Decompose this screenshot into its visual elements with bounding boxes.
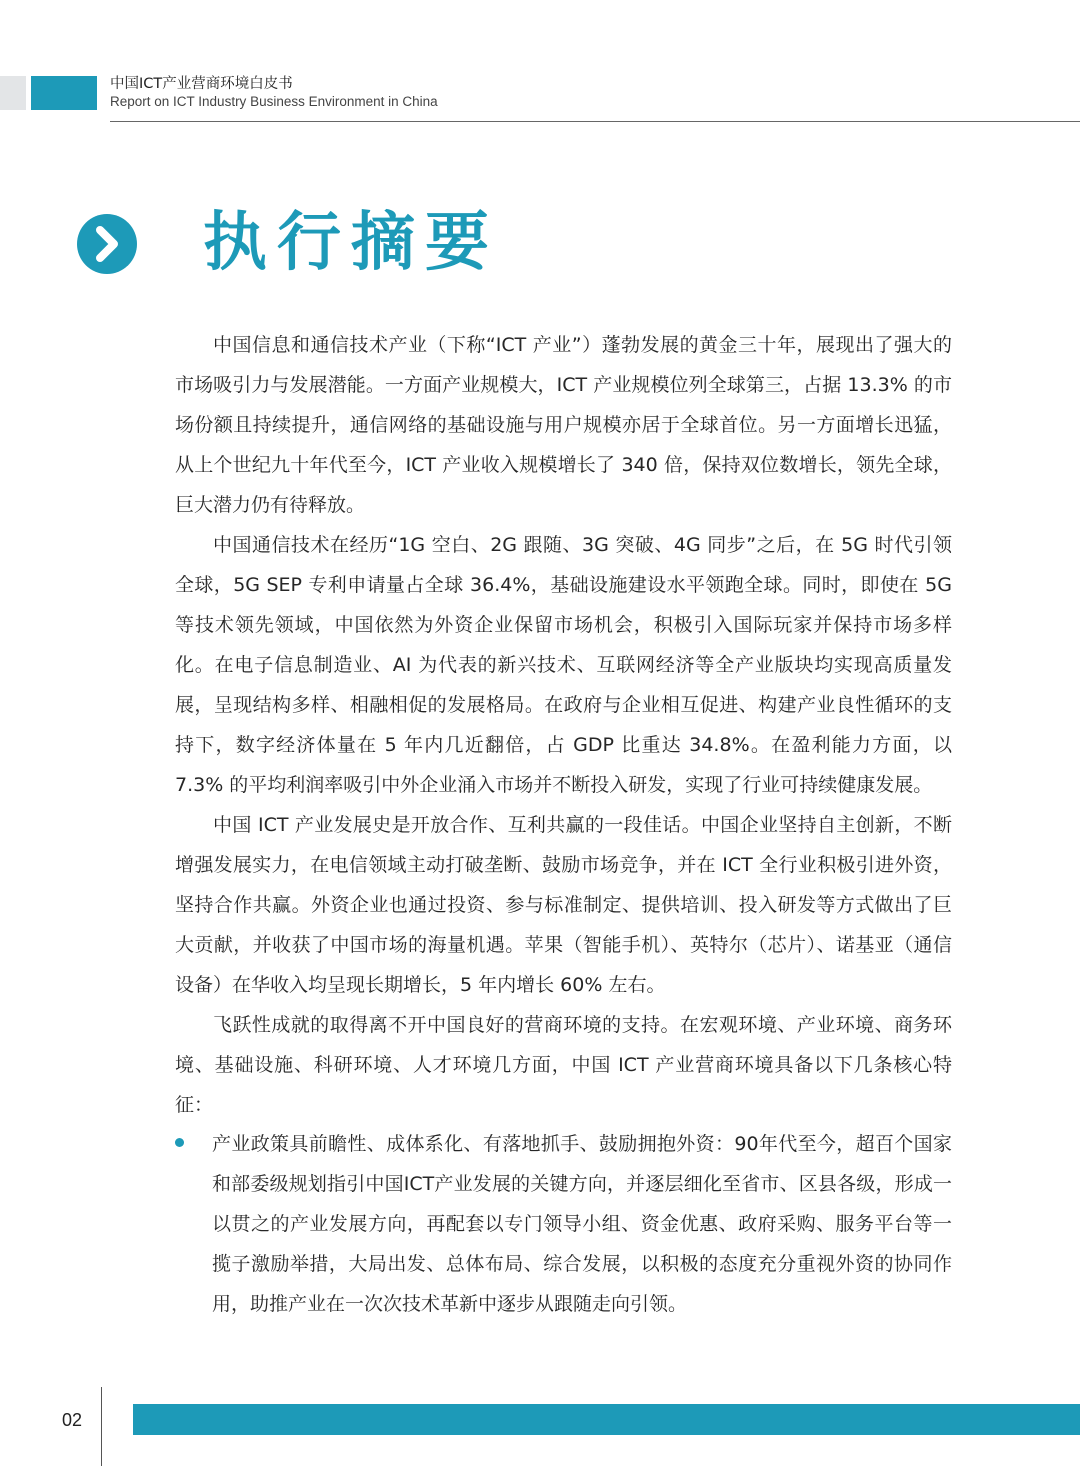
footer-accent-bar — [133, 1404, 1080, 1435]
paragraph: 飞跃性成就的取得离不开中国良好的营商环境的支持。在宏观环境、产业环境、商务环境、基础设施、科研环境、人才环境几方面，中国 ICT 产业营商环境具备以下几条核心特征： — [175, 1014, 952, 1116]
footer-divider — [101, 1387, 102, 1466]
bullet-text: 产业政策具前瞻性、成体系化、有落地抓手、鼓励拥抱外资：90年代至今，超百个国家和部委级规划指引中国ICT产业发展的关键方向，并逐层细化至省市、区县各级，形成一以贯之的产业发展方向，再配套以专门领导小组、资金优惠、政府采购、服务平台等一揽子激励举措，大局出发、总体布局、综合发展，以积极的态度充分重视外资的协同作用，助推产业在一次次技术革新中逐步从跟随走向引领。 — [212, 1133, 952, 1315]
bullet-item — [175, 1124, 952, 1324]
report-subtitle: Report on ICT Industry Business Environment in China — [110, 94, 438, 109]
bullet-dot-icon — [175, 1138, 184, 1147]
summary-body — [175, 325, 952, 1125]
page-number: 02 — [62, 1410, 83, 1430]
report-title: 中国ICT产业营商环境白皮书 — [110, 76, 293, 92]
header-gray-block — [0, 76, 26, 110]
section-title: 执行摘要 — [203, 206, 499, 280]
header-divider — [110, 121, 1080, 122]
paragraph: 中国通信技术在经历“1G 空白、2G 跟随、3G 突破、4G 同步”之后，在 5G 时代引领全球，5G SEP 专利申请量占全球 36.4%，基础设施建设水平领跑全球。同时，即使在 5G 等技术领先领域，中国依然为外资企业保留市场机会，积极引入国际玩家并保持市场多样化。在电子信息制造业、AI 为代表的新兴技术、互联网经济等全产业版块均实现高质量发展，呈现结构多样、相融相促的发展格局。在政府与企业相互促进、构建产业良性循环的支持下，数字经济体量在 5 年内几近翻倍，占 GDP 比重达 34.8%。在盈利能力方面，以 7.3% 的平均利润率吸引中外企业涌入市场并不断投入研发，实现了行业可持续健康发展。 — [175, 534, 952, 796]
paragraph: 中国信息和通信技术产业（下称“ICT 产业”）蓬勃发展的黄金三十年，展现出了强大的市场吸引力与发展潜能。一方面产业规模大，ICT 产业规模位列全球第三，占据 13.3% 的市场份额且持续提升，通信网络的基础设施与用户规模亦居于全球首位。另一方面增长迅猛，从上个世纪九十年代至今，ICT 产业收入规模增长了 340 倍，保持双位数增长，领先全球，巨大潜力仍有待释放。 — [175, 334, 952, 516]
paragraph: 中国 ICT 产业发展史是开放合作、互利共赢的一段佳话。中国企业坚持自主创新，不断增强发展实力，在电信领域主动打破垄断、鼓励市场竞争，并在 ICT 全行业积极引进外资，坚持合作共赢。外资企业也通过投资、参与标准制定、提供培训、投入研发等方式做出了巨大贡献，并收获了中国市场的海量机遇。苹果（智能手机）、英特尔（芯片）、诺基亚（通信设备）在华收入均呈现长期增长，5 年内增长 60% 左右。 — [175, 814, 952, 996]
header-accent-block — [31, 76, 97, 110]
chevron-right-circle-icon — [77, 214, 137, 274]
